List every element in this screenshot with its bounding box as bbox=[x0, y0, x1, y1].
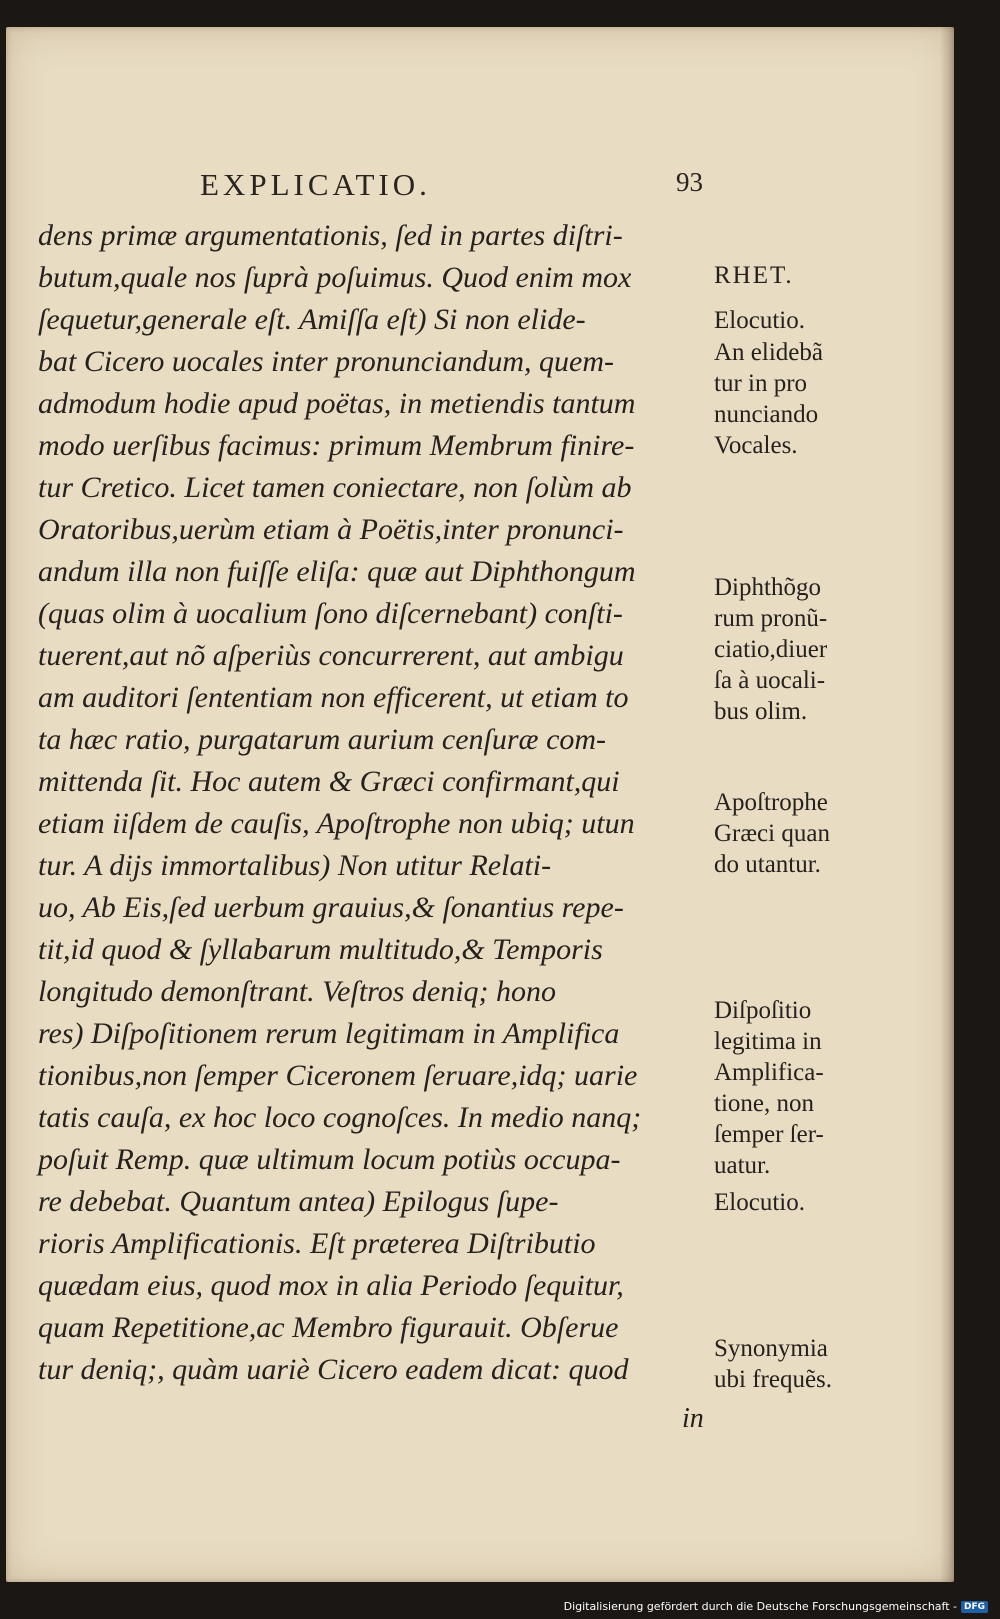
body-line: tur Cretico. Licet tamen coniectare, non ſolùm ab bbox=[38, 471, 632, 504]
margin-note-line: ſemper ſer- bbox=[714, 1121, 824, 1148]
margin-note-elocutio bbox=[714, 305, 805, 336]
body-line: bat Cicero uocales inter pronunciandum, quem- bbox=[38, 345, 615, 378]
margin-note-line: tione, non bbox=[714, 1090, 814, 1117]
body-line: res) Diſpoſitionem rerum legitimam in Amplifica bbox=[38, 1017, 620, 1050]
margin-note-line: bus olim. bbox=[714, 698, 808, 725]
margin-note-rhet bbox=[714, 260, 794, 291]
body-line: rioris Amplificationis. Eſt præterea Diſtributio bbox=[38, 1227, 596, 1260]
body-line: admodum hodie apud poëtas, in metiendis tantum bbox=[38, 387, 636, 420]
body-line: tur deniq;, quàm uariè Cicero eadem dicat: quod bbox=[38, 1353, 629, 1386]
margin-note-line: Elocutio. bbox=[714, 307, 805, 334]
body-line: tionibus,non ſemper Ciceronem ſeruare,idq; uarie bbox=[38, 1059, 638, 1092]
body-line: tatis cauſa, ex hoc loco cognoſces. In medio nanq; bbox=[38, 1101, 642, 1134]
margin-note-line: nunciando bbox=[714, 401, 819, 428]
body-line: quædam eius, quod mox in alia Periodo ſequitur, bbox=[38, 1269, 624, 1302]
body-line: ta hæc ratio, purgatarum aurium cenſuræ com- bbox=[38, 723, 607, 756]
body-line: longitudo demonſtrant. Veſtros deniq; hono bbox=[38, 975, 557, 1008]
margin-note-line: do utantur. bbox=[714, 851, 821, 878]
margin-note-diphthongi bbox=[714, 572, 827, 727]
margin-note-line: Elocutio. bbox=[714, 1189, 805, 1216]
book-page bbox=[6, 27, 954, 1582]
body-line: modo uerſibus facimus: primum Membrum finire- bbox=[38, 429, 635, 462]
digitization-credit bbox=[564, 1600, 988, 1613]
body-line: tit,id quod & ſyllabarum multitudo,& Temporis bbox=[38, 933, 603, 966]
margin-note-line: Amplifica- bbox=[714, 1059, 824, 1086]
margin-note-vocales bbox=[714, 337, 823, 461]
body-line: andum illa non fuiſſe eliſa: quæ aut Diphthongum bbox=[38, 555, 636, 588]
margin-note-dispositio bbox=[714, 995, 824, 1181]
page-number: 93 bbox=[676, 167, 703, 197]
body-line: dens primæ argumentationis, ſed in partes diſtri- bbox=[38, 219, 623, 252]
margin-note-line: Diphthõgo bbox=[714, 574, 821, 601]
body-line: uo, Ab Eis,ſed uerbum grauius,& ſonantius repe- bbox=[38, 891, 624, 924]
margin-note-synonymia bbox=[714, 1333, 832, 1395]
body-line: butum,quale nos ſuprà poſuimus. Quod enim mox bbox=[38, 261, 632, 294]
body-line: tur. A dijs immortalibus) Non utitur Relati- bbox=[38, 849, 552, 882]
running-head: EXPLICATIO. bbox=[200, 167, 431, 202]
catchword: in bbox=[682, 1403, 704, 1434]
body-line: (quas olim à uocalium ſono diſcernebant) conſti- bbox=[38, 597, 623, 630]
body-text bbox=[38, 215, 708, 1391]
body-line: Oratoribus,uerùm etiam à Poëtis,inter pronunci- bbox=[38, 513, 624, 546]
margin-note-line: Diſpoſitio bbox=[714, 997, 812, 1024]
dfg-logo: DFG bbox=[961, 1601, 988, 1613]
margin-note-apostrophe bbox=[714, 787, 830, 880]
body-line: am auditori ſententiam non efficerent, ut etiam to bbox=[38, 681, 629, 714]
body-line: re debebat. Quantum antea) Epilogus ſupe- bbox=[38, 1185, 559, 1218]
body-line: etiam iiſdem de cauſis, Apoſtrophe non ubiq; utun bbox=[38, 807, 635, 840]
body-line: poſuit Remp. quæ ultimum locum potiùs occupa- bbox=[38, 1143, 621, 1176]
margin-note-line: Apoſtrophe bbox=[714, 789, 828, 816]
body-line: mittenda ſit. Hoc autem & Græci confirmant,qui bbox=[38, 765, 620, 798]
margin-note-line: ſa à uocali- bbox=[714, 667, 826, 694]
margin-note-line: RHET. bbox=[714, 262, 794, 289]
margin-note-line: uatur. bbox=[714, 1152, 771, 1179]
margin-note-line: ciatio,diuer bbox=[714, 636, 828, 663]
margin-note-elocutio-2 bbox=[714, 1187, 805, 1218]
margin-note-line: rum pronũ- bbox=[714, 605, 828, 632]
body-line: tuerent,aut nõ aſperiùs concurrerent, aut ambigu bbox=[38, 639, 624, 672]
body-line: ſequetur,generale eſt. Amiſſa eſt) Si non elide- bbox=[38, 303, 586, 336]
margin-note-line: An elidebã bbox=[714, 339, 823, 366]
margin-note-line: tur in pro bbox=[714, 370, 808, 397]
margin-note-line: Vocales. bbox=[714, 432, 798, 459]
margin-note-line: Græci quan bbox=[714, 820, 830, 847]
credit-text: Digitalisierung gefördert durch die Deutsche Forschungsgemeinschaft - bbox=[563, 1600, 957, 1613]
margin-note-line: Synonymia bbox=[714, 1335, 828, 1362]
body-line: quam Repetitione,ac Membro figurauit. Obſerue bbox=[38, 1311, 619, 1344]
margin-note-line: legitima in bbox=[714, 1028, 822, 1055]
margin-note-line: ubi frequẽs. bbox=[714, 1366, 833, 1393]
